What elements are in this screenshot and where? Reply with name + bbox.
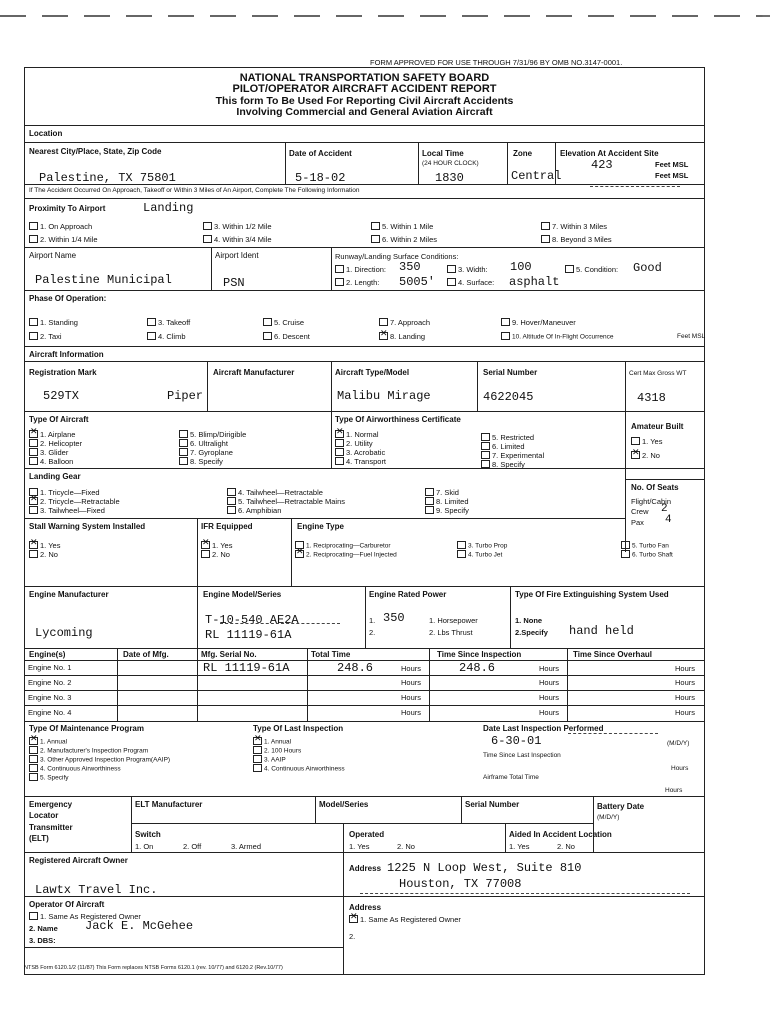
elt-mfr-label: ELT Manufacturer	[135, 800, 203, 809]
phase-taxi[interactable]: 2. Taxi	[29, 332, 62, 341]
serial-label: Serial Number	[483, 368, 538, 377]
elt-switch-on[interactable]: 1. On	[135, 842, 154, 851]
scan-dash-line	[0, 0, 770, 22]
engine-mfr-field[interactable]: Lycoming	[35, 626, 93, 640]
prox-within-3[interactable]: 7. Within 3 Miles	[541, 222, 607, 231]
hp-prefix: 1.	[369, 616, 376, 625]
stall-no[interactable]: 2. No	[29, 550, 58, 559]
airframe-hours: Hours	[665, 787, 683, 794]
form-subtitle-1: This form To Be Used For Reporting Civil Aircraft Accidents	[215, 95, 514, 107]
location-section-label: Location	[29, 129, 63, 138]
date-field[interactable]: 5-18-02	[295, 171, 346, 185]
engine-row-hours-1: Hours	[401, 678, 422, 687]
agency-title: NATIONAL TRANSPORTATION SAFETY BOARD	[239, 72, 490, 84]
airport-ident-field[interactable]: PSN	[223, 276, 245, 290]
engine-power-label: Engine Rated Power	[369, 590, 447, 599]
runway-label: Runway/Landing Surface Conditions:	[335, 252, 459, 261]
form-title: PILOT/OPERATOR AIRCRAFT ACCIDENT REPORT	[232, 83, 497, 95]
battery-date-label: Battery Date	[597, 802, 645, 811]
runway-width-field[interactable]: 100	[510, 260, 532, 274]
zone-field[interactable]: Central	[511, 169, 562, 183]
phase-hover[interactable]: 9. Hover/Maneuver	[501, 318, 576, 327]
fire-specify[interactable]: 2.Specify	[515, 628, 548, 637]
aircraft-mfr-field[interactable]: Piper	[167, 389, 204, 403]
engine-recip-carb[interactable]: 1. Reciprocating—Carburetor	[295, 542, 391, 551]
city-field[interactable]: Palestine, TX 75801	[39, 171, 176, 185]
runway-length: 2. Length:	[335, 278, 379, 287]
landing-gear-label: Landing Gear	[29, 472, 81, 481]
elt-aided-yes[interactable]: 1. Yes	[509, 842, 530, 851]
engine-turbo-shaft[interactable]: 6. Turbo Shaft	[621, 551, 673, 560]
elt-label-2: Locator	[29, 811, 59, 820]
engine-row-hours-2: Hours	[539, 693, 560, 702]
phase-altitude[interactable]: 10. Altitude Of In-Flight Occurrence	[501, 333, 614, 342]
gear-skid[interactable]: 7. Skid	[425, 488, 459, 497]
gross-weight-field[interactable]: 4318	[637, 391, 666, 405]
airport-name-field[interactable]: Palestine Municipal	[35, 273, 172, 287]
type-blimp[interactable]: 5. Blimp/Dirigible	[179, 430, 246, 439]
elt-aided-label: Aided In Accident Location	[509, 830, 612, 839]
aircraft-section-label: Aircraft Information	[29, 350, 104, 359]
ifr-label: IFR Equipped	[201, 522, 253, 531]
engine-row-hours-3: Hours	[675, 678, 696, 687]
operator-address-label: Address	[349, 903, 382, 912]
engine-row-name: Engine No. 1	[28, 663, 72, 672]
cert-acrobatic[interactable]: 3. Acrobatic	[335, 448, 385, 457]
engine-turbo-prop[interactable]: 3. Turbo Prop	[457, 542, 507, 551]
cert-experimental[interactable]: 7. Experimental	[481, 451, 544, 460]
cert-transport[interactable]: 4. Transport	[335, 457, 386, 466]
runway-surface-field[interactable]: asphalt	[509, 275, 560, 289]
time-label: Local Time	[422, 149, 464, 158]
engine-row-hours-2: Hours	[539, 708, 560, 717]
engines-header-col2: Date of Mfg.	[123, 650, 169, 659]
phase-landing[interactable]: ✕8. Landing	[379, 332, 425, 341]
operator-address-2[interactable]: 2.	[349, 932, 356, 941]
type-glider[interactable]: 3. Glider	[29, 448, 68, 457]
elt-switch-label: Switch	[135, 830, 161, 839]
maintenance-label: Type Of Maintenance Program	[29, 724, 144, 733]
type-ultralight[interactable]: 6. Ultralight	[179, 439, 228, 448]
engine-type-label: Engine Type	[297, 522, 344, 531]
cert-restricted[interactable]: 5. Restricted	[481, 433, 534, 442]
airport-note: If The Accident Occurred On Approach, Takeoff or Within 3 Miles of An Airport, Complete The Following Information	[29, 187, 360, 194]
owner-address-line-1[interactable]: 1225 N Loop West, Suite 810	[387, 861, 582, 875]
type-gyroplane[interactable]: 7. Gyroplane	[179, 448, 233, 457]
engines-header-col5: Time Since Inspection	[437, 650, 522, 659]
city-label: Nearest City/Place, State, Zip Code	[29, 147, 162, 156]
engine-recip-fuel[interactable]: ✕2. Reciprocating—Fuel Injected	[295, 551, 397, 560]
since-insp-hours: Hours	[671, 765, 689, 772]
engines-header-col1: Engine(s)	[29, 650, 66, 659]
phase-descent[interactable]: 6. Descent	[263, 332, 310, 341]
engine-row-hours-2: Hours	[539, 664, 560, 673]
elt-switch-armed[interactable]: 3. Armed	[231, 842, 262, 851]
cert-utility[interactable]: 2. Utility	[335, 439, 373, 448]
elt-serial-label: Serial Number	[465, 800, 520, 809]
operator-same-owner[interactable]: 1. Same As Registered Owner	[29, 912, 141, 921]
gear-amphibian[interactable]: 6. Amphibian	[227, 506, 281, 515]
phase-approach[interactable]: 7. Approach	[379, 318, 430, 327]
elt-operated-yes[interactable]: 1. Yes	[349, 842, 370, 851]
maint-specify[interactable]: 5. Specify	[29, 774, 69, 783]
runway-condition-field[interactable]: Good	[633, 261, 662, 275]
phase-label: Phase Of Operation:	[29, 294, 107, 303]
seats-crew-field[interactable]: 2	[661, 503, 668, 515]
seats-crew-label: Crew	[631, 507, 649, 516]
insp-aaip[interactable]: 3. AAIP	[253, 756, 286, 765]
cert-specify[interactable]: 8. Specify	[481, 460, 525, 469]
engine-row-hours-3: Hours	[675, 693, 696, 702]
maint-continuous[interactable]: 4. Continuous Airworthiness	[29, 765, 121, 774]
prox-within-quarter[interactable]: 2. Within 1/4 Mile	[29, 235, 98, 244]
feet-msl-2: Feet MSL	[655, 171, 689, 180]
runway-direction-field[interactable]: 350	[399, 260, 421, 274]
gear-limited[interactable]: 8. Limited	[425, 497, 469, 506]
engines-header-col4: Total Time	[311, 650, 351, 659]
insp-annual[interactable]: ✕1. Annual	[253, 738, 291, 747]
aircraft-model-label: Aircraft Type/Model	[335, 368, 410, 377]
proximity-label: Proximity To Airport	[29, 204, 106, 213]
horsepower-field[interactable]: 350	[383, 611, 405, 625]
prox-within-three-quarter[interactable]: 4. Within 3/4 Mile	[203, 235, 272, 244]
airframe-time-label: Airframe Total Time	[483, 774, 539, 781]
maint-manufacturer[interactable]: 2. Manufacturer's Inspection Program	[29, 747, 148, 756]
seats-pax-field[interactable]: 4	[665, 514, 672, 526]
fire-specify-field[interactable]: hand held	[569, 624, 634, 638]
elt-label-1: Emergency	[29, 800, 73, 809]
insp-continuous[interactable]: 4. Continuous Airworthiness	[253, 765, 345, 774]
runway-condition: 5. Condition:	[565, 265, 618, 274]
runway-direction: 1. Direction:	[335, 265, 386, 274]
airworthiness-label: Type Of Airworthiness Certificate	[335, 415, 461, 424]
operator-label: Operator Of Aircraft	[29, 900, 105, 909]
maint-annual[interactable]: ✕1. Annual	[29, 738, 67, 747]
aircraft-mfr-label: Aircraft Manufacturer	[213, 368, 295, 377]
engines-header-col6: Time Since Overhaul	[573, 650, 652, 659]
time-field[interactable]: 1830	[435, 171, 464, 185]
runway-surface: 4. Surface:	[447, 278, 494, 287]
type-balloon[interactable]: 4. Balloon	[29, 457, 73, 466]
runway-length-field[interactable]: 5005'	[399, 275, 436, 289]
date-label: Date of Accident	[289, 149, 352, 158]
seats-pax-label: Pax	[631, 518, 644, 527]
registration-field[interactable]: 529TX	[43, 389, 80, 403]
fire-ext-label: Type Of Fire Extinguishing System Used	[515, 590, 669, 599]
aircraft-model-field[interactable]: Malibu Mirage	[337, 389, 431, 403]
engine-row-since-insp[interactable]: 248.6	[459, 661, 496, 675]
proximity-field[interactable]: Landing	[143, 201, 194, 215]
amateur-built-label: Amateur Built	[631, 422, 684, 431]
gear-tricycle-fixed[interactable]: 1. Tricycle—Fixed	[29, 488, 100, 497]
owner-address-label: Address	[349, 864, 382, 873]
engine-row-name: Engine No. 4	[28, 708, 72, 717]
engine-row-hours-2: Hours	[539, 678, 560, 687]
owner-address-line-2[interactable]: Houston, TX 77008	[399, 877, 522, 891]
engine-row-serial[interactable]: RL 11119-61A	[203, 661, 290, 675]
feet-msl-1: Feet MSL	[655, 160, 689, 169]
aircraft-type-label: Type Of Aircraft	[29, 415, 89, 424]
operator-dbs-label: 3. DBS:	[29, 936, 56, 945]
insp-100-hours[interactable]: 2. 100 Hours	[253, 747, 301, 756]
cert-normal[interactable]: ✕1. Normal	[335, 430, 379, 439]
last-inspection-label: Type Of Last Inspection	[253, 724, 344, 733]
runway-width: 3. Width:	[447, 265, 488, 274]
gear-tailwheel-fixed[interactable]: 3. Tailwheel—Fixed	[29, 506, 105, 515]
elt-model-label: Model/Series	[319, 800, 369, 809]
engine-row-hours-1: Hours	[401, 708, 422, 717]
elevation-label: Elevation At Accident Site	[560, 149, 659, 158]
operator-name-field[interactable]: Jack E. McGehee	[85, 919, 194, 933]
prox-on-approach[interactable]: 1. On Approach	[29, 222, 92, 231]
gear-tricycle-retractable[interactable]: ✕2. Tricycle—Retractable	[29, 497, 120, 506]
seats-flight-cabin: Flight/Cabin	[631, 497, 672, 506]
battery-date-format: (M/D/Y)	[597, 814, 620, 821]
stall-warning-label: Stall Warning System Installed	[29, 522, 146, 531]
airport-ident-label: Airport Ident	[215, 251, 259, 260]
elt-aided-no[interactable]: 2. No	[557, 842, 575, 851]
elevation-field[interactable]: 423	[591, 158, 613, 172]
prox-within-2[interactable]: 6. Within 2 Miles	[371, 235, 437, 244]
ifr-yes[interactable]: ✕1. Yes	[201, 541, 232, 550]
engine-turbo-fan[interactable]: 5. Turbo Fan	[621, 542, 669, 551]
elt-switch-off[interactable]: 2. Off	[183, 842, 202, 851]
stall-yes[interactable]: ✕1. Yes	[29, 541, 60, 550]
time-sublabel: (24 HOUR CLOCK)	[422, 160, 479, 167]
engine-model-field[interactable]: T-10-540 AE2A	[205, 613, 299, 627]
engine-turbo-jet[interactable]: 4. Turbo Jet	[457, 551, 502, 560]
accident-report-form	[24, 67, 705, 975]
last-insp-date-label: Date Last Inspection Performed	[483, 724, 604, 733]
amateur-no[interactable]: ✕2. No	[631, 451, 660, 460]
prox-within-half[interactable]: 3. Within 1/2 Mile	[203, 222, 272, 231]
phase-climb[interactable]: 4. Climb	[147, 332, 186, 341]
type-helicopter[interactable]: 2. Helicopter	[29, 439, 82, 448]
engine-model-field-2[interactable]: RL 11119-61A	[205, 628, 292, 642]
elt-label-3: Transmitter	[29, 823, 73, 832]
operator-address-same[interactable]: ✕1. Same As Registered Owner	[349, 915, 461, 924]
cert-limited[interactable]: 6. Limited	[481, 442, 525, 451]
phase-standing[interactable]: 1. Standing	[29, 318, 78, 327]
engine-row-name: Engine No. 3	[28, 693, 72, 702]
engine-row-name: Engine No. 2	[28, 678, 72, 687]
since-insp-label: Time Since Last Inspection	[483, 752, 561, 759]
operator-name-label: 2. Name	[29, 924, 58, 933]
thrust-prefix: 2.	[369, 628, 376, 637]
prox-beyond-3[interactable]: 8. Beyond 3 Miles	[541, 235, 612, 244]
ifr-no[interactable]: 2. No	[201, 550, 230, 559]
engine-row-hours-1: Hours	[401, 693, 422, 702]
serial-field[interactable]: 4622045	[483, 390, 534, 404]
fire-none[interactable]: 1. None	[515, 616, 543, 625]
last-insp-date-field[interactable]: 6-30-01	[491, 734, 542, 748]
maint-aaip[interactable]: 3. Other Approved Inspection Program(AAIP)	[29, 756, 170, 765]
phase-cruise[interactable]: 5. Cruise	[263, 318, 304, 327]
engines-header-col3: Mfg. Serial No.	[201, 650, 257, 659]
gear-tailwheel-retractable[interactable]: 4. Tailwheel—Retractable	[227, 488, 323, 497]
amateur-yes[interactable]: 1. Yes	[631, 437, 662, 446]
gear-specify[interactable]: 9. Specify	[425, 506, 469, 515]
owner-field[interactable]: Lawtx Travel Inc.	[35, 883, 158, 897]
phase-takeoff[interactable]: 3. Takeoff	[147, 318, 190, 327]
registration-label: Registration Mark	[29, 368, 97, 377]
prox-within-1[interactable]: 5. Within 1 Mile	[371, 222, 433, 231]
elt-operated-label: Operated	[349, 830, 385, 839]
type-airplane[interactable]: ✕1. Airplane	[29, 430, 75, 439]
phase-feet-msl: Feet MSL	[677, 333, 706, 340]
elt-label-4: (ELT)	[29, 834, 49, 843]
engine-row-hours-1: Hours	[401, 664, 422, 673]
engine-row-hours-3: Hours	[675, 664, 696, 673]
engine-mfr-label: Engine Manufacturer	[29, 590, 109, 599]
owner-label: Registered Aircraft Owner	[29, 856, 128, 865]
elt-operated-no[interactable]: 2. No	[397, 842, 415, 851]
thrust-label: 2. Lbs Thrust	[429, 628, 473, 637]
engine-model-label: Engine Model/Series	[203, 590, 282, 599]
last-insp-date-format: (M/D/Y)	[667, 740, 690, 747]
zone-label: Zone	[513, 149, 533, 158]
seats-label: No. Of Seats	[631, 483, 679, 492]
engine-row-hours-3: Hours	[675, 708, 696, 717]
form-footer: NTSB Form 6120.1/2 (11/87) This Form replaces NTSB Forms 6120.1 (rev. 10/77) and 6120.2 (Rev.10/77)	[24, 965, 283, 971]
engine-row-total[interactable]: 248.6	[337, 661, 374, 675]
gear-tailwheel-retractable-mains[interactable]: 5. Tailwheel—Retractable Mains	[227, 497, 345, 506]
horsepower-label: 1. Horsepower	[429, 616, 478, 625]
form-subtitle-2: Involving Commercial and General Aviation Aircraft	[236, 106, 493, 118]
airport-name-label: Airport Name	[29, 251, 77, 260]
gross-weight-label: Cert Max Gross WT	[629, 370, 687, 377]
type-specify[interactable]: 8. Specify	[179, 457, 223, 466]
omb-notice: FORM APPROVED FOR USE THROUGH 7/31/96 BY OMB NO.3147-0001.	[370, 58, 623, 67]
